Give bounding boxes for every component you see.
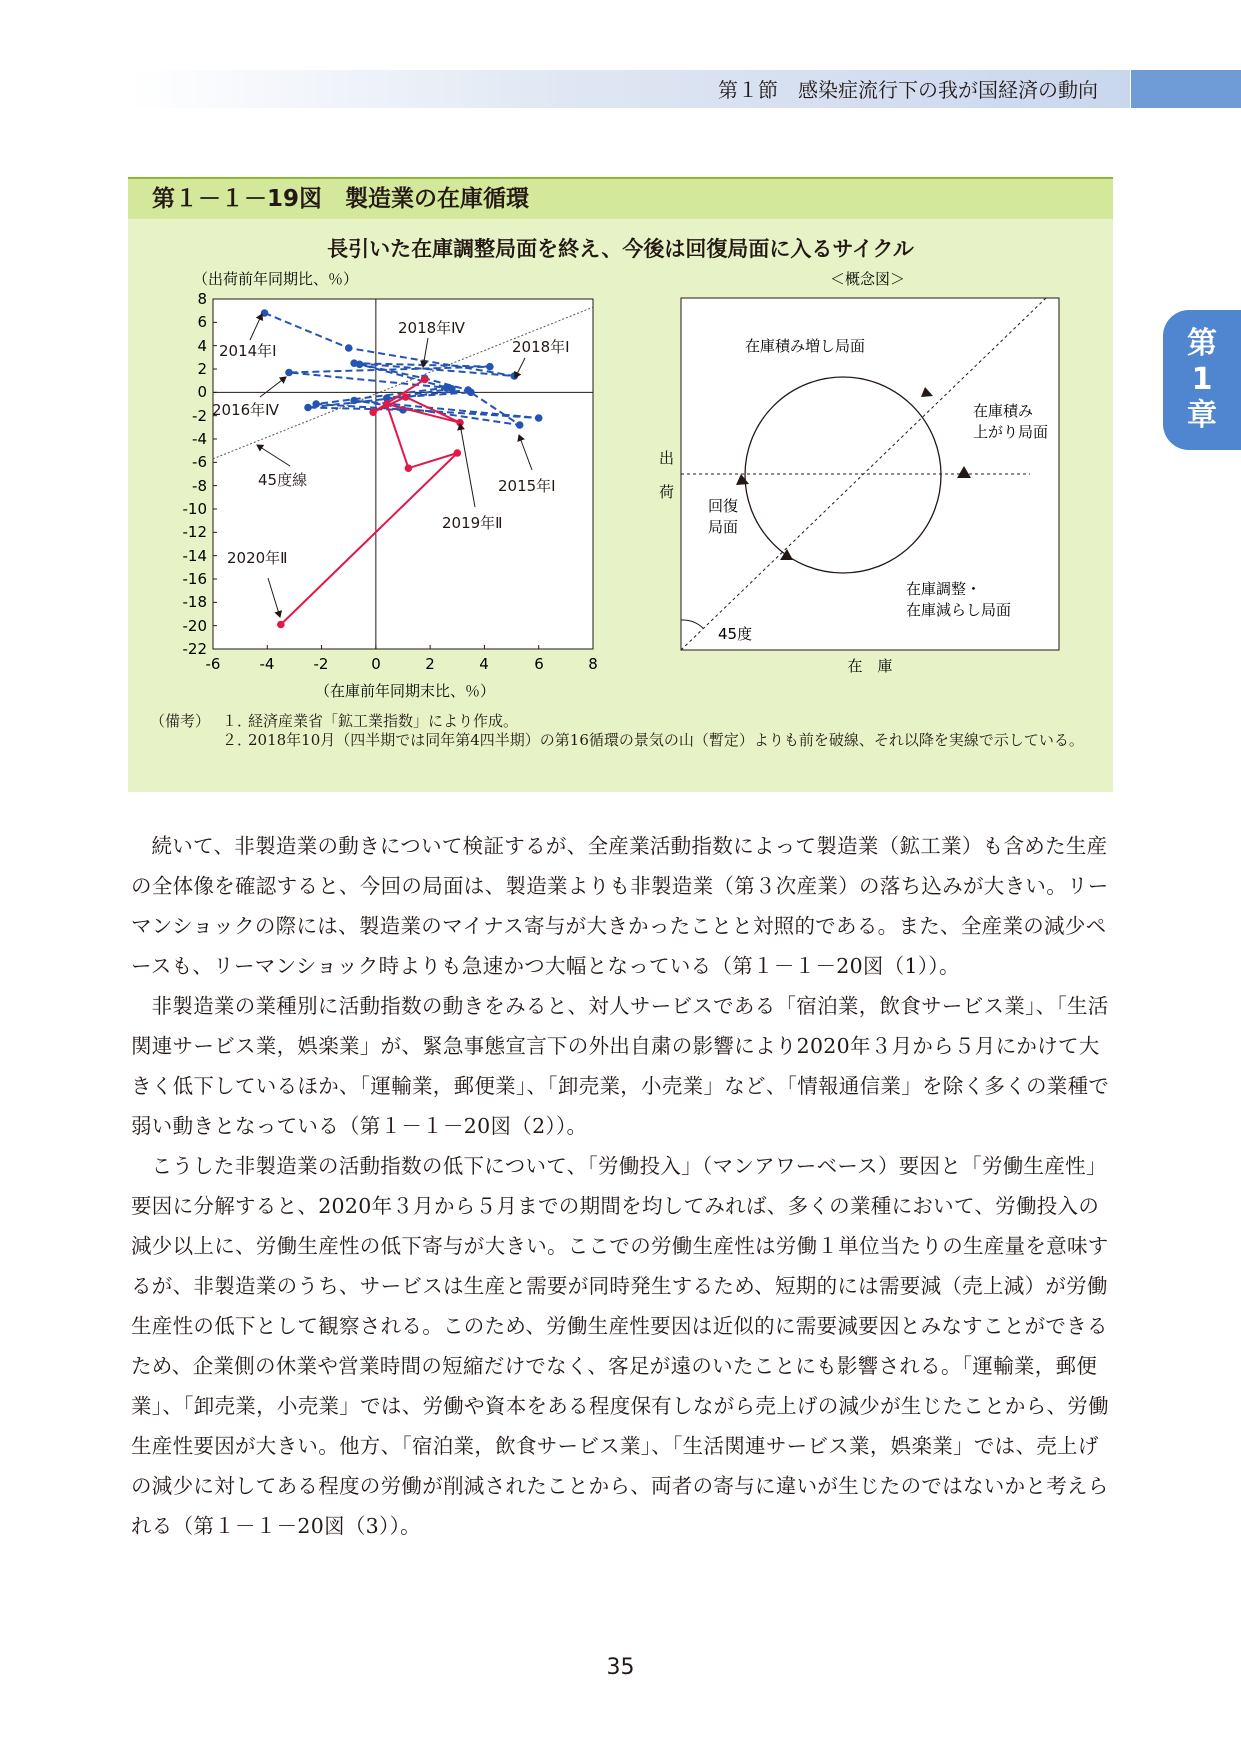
y-tick-label: 6 [197,313,207,331]
data-point [383,400,391,408]
concept-phase-right-1: 在庫積み [973,402,1034,420]
x-tick-label: -6 [205,655,221,673]
data-point [277,621,285,629]
annotation-45: 45度線 [258,471,308,489]
y-tick-label: 4 [197,337,207,355]
chapter-tab-line1: 第 [1187,326,1217,361]
note-text: 2018年10月（四半期では同年第4四半期）の第16循環の景気の山（暫定）よりも前を破線、それ以降を実線で示している。 [248,731,1084,749]
concept-phase-left-1: 回復 [708,497,739,515]
body-paragraph: こうした非製造業の活動指数の低下について、「労働投入」（マンアワーベース）要因と「労働生産性」要因に分解すると、2020年３月から５月までの期間を均してみれば、多くの業種において、労働投入の減少以上に、労働生産性の低下寄与が大きい。ここでの労働生産性は労働１単位当たりの生産量を意味するが、非製造業のうち、サービスは生産と需要が同時発生するため、短期的には需要減（売上減）が労働生産性の低下として観察される。このため、労働生産性要因は近似的に需要減要因とみなすことができるため、企業側の休業や営業時間の短縮だけでなく、客足が遠のいたことにも影響される。「運輸業，郵便業」、「卸売業，小売業」では、労働や資本をある程度保有しながら売上げの減少が生じたことから、労働生産性要因が大きい。他方、「宿泊業，飲食サービス業」、「生活関連サービス業，娯楽業」では、売上げの減少に対してある程度の労働が削減されたことから、両者の寄与に違いが生じたのではないかと考えられる（第１－１－20図（3））。 [131,1154,1109,1538]
body-text [131,826,1111,1546]
chart-subtitle: 長引いた在庫調整局面を終え、今後は回復局面に入るサイクル [327,237,914,261]
annotation-2020: 2020年Ⅱ [227,549,288,567]
y-tick-label: -16 [182,570,207,588]
note-2 [150,731,1100,750]
data-point [261,309,269,317]
section-header: 第１節 感染症流行下の我が国経済の動向 [718,78,1098,102]
data-point [535,414,543,422]
body-paragraph: 非製造業の業種別に活動指数の動きをみると、対人サービスである「宿泊業，飲食サービス業」、「生活関連サービス業，娯楽業」が、緊急事態宣言下の外出自粛の影響により2020年３月から５月にかけて大きく低下しているほか、「運輸業，郵便業」、「卸売業，小売業」など、「情報通信業」を除く多くの業種で弱い動きとなっている（第１－１－20図（2））。 [131,994,1110,1138]
y-tick-label: -22 [182,640,207,658]
annotation-2019: 2019年Ⅱ [442,514,503,532]
y-tick-label: -6 [192,453,207,471]
concept-phase-left-2: 局面 [708,518,739,536]
concept-phase-bottom-2: 在庫減らし局面 [906,601,1012,619]
data-point [453,449,461,457]
x-tick-labels [206,655,598,673]
data-point [486,363,494,371]
concept-ylabel-2: 荷 [659,483,675,501]
y-tick-label: -20 [182,617,207,635]
data-point [516,421,524,429]
y-tick-label: -14 [182,547,207,565]
data-point [448,385,456,393]
y-tick-label: 8 [197,290,207,308]
data-point [402,393,410,401]
x-tick-label: 6 [534,655,544,673]
x-tick-label: -4 [259,655,275,673]
annotation-2015: 2015年Ⅰ [498,477,556,495]
chapter-tab-line2: 1 [1191,362,1213,397]
page-number: 35 [606,1655,635,1680]
concept-phase-bottom-1: 在庫調整・ [906,580,982,598]
note-1 [150,712,1100,731]
data-point [405,464,413,472]
concept-phase-right-2: 上がり局面 [973,423,1049,441]
note-number: １． [222,712,253,730]
data-point [312,400,320,408]
notes-lead: （備考） [150,712,211,730]
concept-angle-label: 45度 [718,625,753,643]
y-tick-label: -8 [192,477,207,495]
x-tick-label: 0 [371,655,381,673]
data-point [350,397,358,405]
concept-xlabel: 在 庫 [847,657,893,675]
left-ylabel: （出荷前年同期比、％） [193,270,359,288]
left-xlabel: （在庫前年同期末比、％） [314,682,496,700]
chapter-tab-line3: 章 [1187,398,1217,433]
x-tick-label: 8 [588,655,598,673]
data-point [304,404,312,412]
y-tick-label: -2 [192,407,207,425]
annotation-2018-1: 2018年Ⅰ [512,338,570,356]
annotation-2018-4: 2018年Ⅳ [398,319,466,337]
x-tick-label: -2 [313,655,329,673]
data-point [421,376,429,384]
x-tick-label: 2 [425,655,435,673]
y-tick-label: -18 [182,593,207,611]
note-text: 経済産業省「鉱工業指数」により作成。 [248,712,519,730]
figure-title: 第１－１－19図 製造業の在庫循環 [152,186,530,212]
annotation-2014: 2014年Ⅰ [219,342,277,360]
concept-ylabel-1: 出 [659,449,675,467]
y-tick-labels [183,290,208,658]
y-tick-label: 0 [197,383,207,401]
body-paragraph: 続いて、非製造業の動きについて検証するが、全産業活動指数によって製造業（鉱工業）も含めた生産の全体像を確認すると、今回の局面は、製造業よりも非製造業（第３次産業）の落ち込みが大きい。リーマンショックの際には、製造業のマイナス寄与が大きかったことと対照的である。また、全産業の減少ペースも、リーマンショック時よりも急速かつ大幅となっている（第１－１－20図（1））。 [131,834,1109,978]
inventory-cycle-chart [0,0,1241,760]
y-tick-label: -4 [192,430,207,448]
data-point [464,386,472,394]
y-tick-label: -12 [182,523,207,541]
data-point [356,361,364,369]
data-point [369,408,377,416]
figure-notes [150,712,1100,750]
annotation-2016: 2016年Ⅳ [212,401,280,419]
concept-phase-top: 在庫積み増し局面 [745,337,866,355]
y-tick-label: -10 [182,500,207,518]
data-point [285,369,293,377]
y-tick-label: 2 [197,360,207,378]
data-point [345,344,353,352]
note-number: ２． [222,731,253,749]
concept-label: ＜概念図＞ [830,270,906,288]
x-tick-label: 4 [479,655,489,673]
